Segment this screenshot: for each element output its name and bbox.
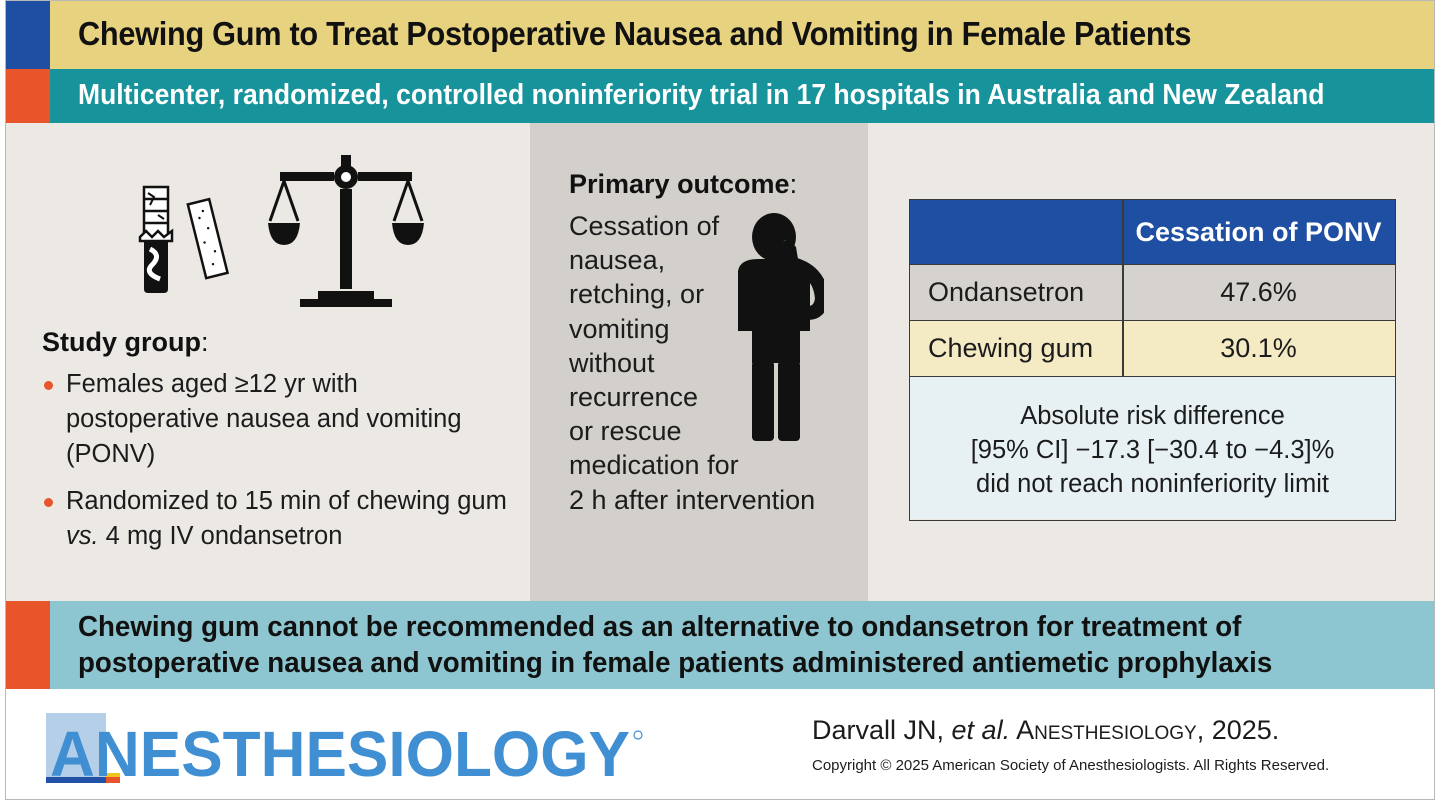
table-column-divider (1122, 200, 1124, 376)
conclusion-accent-block (6, 601, 50, 689)
bullet-text: Randomized to 15 min of chewing gum (66, 487, 507, 515)
citation-year: , 2025. (1196, 715, 1280, 745)
results-table (909, 199, 1396, 521)
citation (812, 715, 1279, 746)
bullet-vs: vs. (66, 522, 99, 550)
title-accent-block (6, 1, 50, 69)
nauseated-person-icon (728, 213, 824, 443)
column-header-cessation: Cessation of PONV (1135, 217, 1382, 247)
study-group-heading (42, 327, 209, 358)
citation-journal: Anesthesiology (1010, 715, 1197, 745)
row-value: 47.6% (1220, 277, 1297, 307)
infographic-subtitle: Multicenter, randomized, controlled noninferiority trial in 17 hospitals in Australia and New Zealand (78, 79, 1325, 111)
list-item: Females aged ≥12 yr with postoperative nausea and vomiting (PONV) (42, 367, 512, 472)
infographic (5, 0, 1435, 800)
primary-outcome-heading (569, 169, 797, 200)
risk-difference-note (910, 376, 1395, 519)
infographic-title: Chewing Gum to Treat Postoperative Nausea and Vomiting in Female Patients (78, 15, 1192, 52)
balance-scale-icon (268, 153, 424, 309)
study-group-heading-colon: : (200, 327, 209, 357)
subtitle-accent-block (6, 69, 50, 123)
list-item (42, 484, 512, 554)
table-row (910, 264, 1395, 320)
primary-outcome-heading-label: Primary outcome (569, 169, 790, 199)
conclusion-line: Chewing gum cannot be recommended as an alternative to ondansetron for treatment of (78, 611, 1242, 643)
conclusion-text (78, 609, 1272, 681)
logo-wordmark: ANESTHESIOLOGY (50, 718, 630, 785)
row-label: Ondansetron (928, 277, 1085, 307)
table-row (910, 320, 1395, 376)
row-label: Chewing gum (928, 333, 1094, 363)
citation-author: Darvall JN, (812, 715, 952, 745)
anesthesiology-logo (46, 713, 646, 785)
copyright-notice: Copyright © 2025 American Society of Anesthesiologists. All Rights Reserved. (812, 757, 1330, 774)
conclusion-line: postoperative nausea and vomiting in female patients administered antiemetic prophylaxis (78, 647, 1273, 679)
primary-outcome-heading-colon: : (789, 169, 798, 199)
note-line: did not reach noninferiority limit (976, 470, 1329, 498)
citation-etal: et al. (951, 715, 1011, 745)
note-line: [95% CI] −17.3 [−30.4 to −4.3]% (970, 436, 1335, 464)
chewing-gum-icon (134, 185, 234, 297)
row-value: 30.1% (1220, 333, 1297, 363)
bullet-text: 4 mg IV ondansetron (98, 522, 343, 550)
table-header (910, 200, 1395, 264)
study-group-list (42, 367, 512, 566)
study-group-heading-label: Study group (42, 327, 201, 357)
primary-outcome-text: Cessation of nausea, retching, or vomiting without recurrence or rescue medication for 2 h after intervention (569, 211, 816, 515)
note-line: Absolute risk difference (1020, 402, 1285, 430)
